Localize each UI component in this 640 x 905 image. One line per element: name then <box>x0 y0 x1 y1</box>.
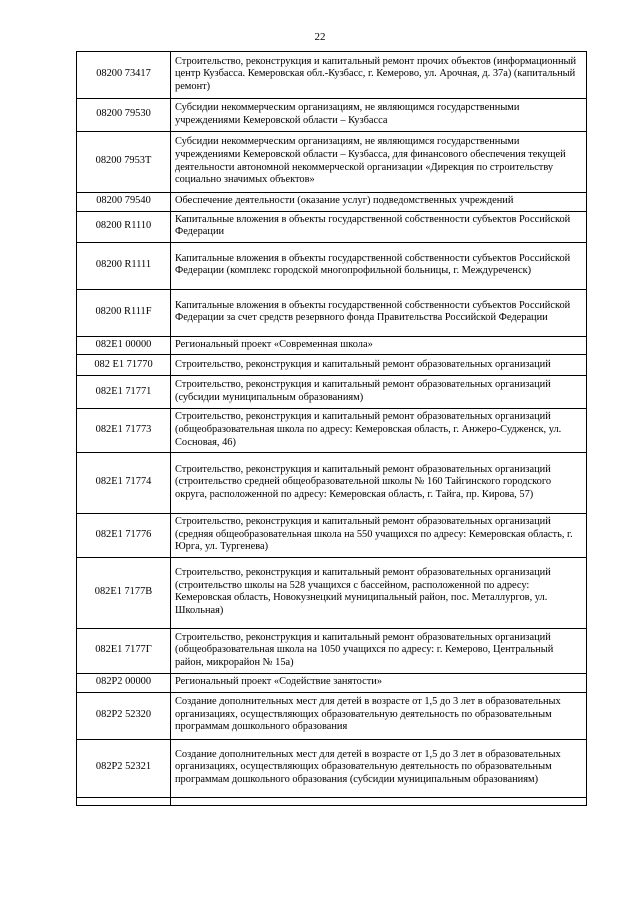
description-cell: Строительство, реконструкция и капитальный ремонт образовательных организаций (общеобразовательная школа по адресу: Кемеровская область, г. Анжеро-Судженск, ул. Сосновая, 46) <box>171 409 587 453</box>
table-row <box>77 628 587 673</box>
budget-code-cell: 08200 R1111 <box>77 242 171 289</box>
table-row <box>77 739 587 797</box>
table-row <box>77 289 587 336</box>
description-cell: Региональный проект «Современная школа» <box>171 336 587 355</box>
description-cell: Субсидии некоммерческим организациям, не являющимся государственными учреждениями Кемеровской области – Кузбасса <box>171 99 587 132</box>
table-row <box>77 376 587 409</box>
description-cell: Региональный проект «Содействие занятости» <box>171 673 587 692</box>
table-row <box>77 673 587 692</box>
budget-code-cell: 082P2 52321 <box>77 739 171 797</box>
budget-code-cell: 082E1 71773 <box>77 409 171 453</box>
table-row <box>77 692 587 739</box>
table-row <box>77 193 587 212</box>
description-cell: Обеспечение деятельности (оказание услуг) подведомственных учреждений <box>171 193 587 212</box>
description-cell: Строительство, реконструкция и капитальный ремонт образовательных организаций (субсидии муниципальным образованиям) <box>171 376 587 409</box>
budget-code-cell: 08200 73417 <box>77 52 171 99</box>
budget-code-cell: 082P2 00000 <box>77 673 171 692</box>
budget-code-cell: 08200 R111F <box>77 289 171 336</box>
description-cell: Создание дополнительных мест для детей в возрасте от 1,5 до 3 лет в образовательных организациях, осуществляющих образовательную деятельность по образовательным программам дошкольного образования (субсидии муниципальным образованиям) <box>171 739 587 797</box>
description-cell: Строительство, реконструкция и капитальный ремонт образовательных организаций (общеобразовательная школа на 1050 учащихся по адресу: г. Кемерово, Центральный район, микрорайон № 15а) <box>171 628 587 673</box>
description-cell: Субсидии некоммерческим организациям, не являющимся государственными учреждениями Кемеровской области – Кузбасса, для финансового обеспечения текущей деятельности автономной некоммерческой организации «Дирекция по строительству социально значимых объектов» <box>171 132 587 193</box>
empty-cell <box>171 797 587 805</box>
table-row <box>77 514 587 558</box>
budget-code-cell: 082E1 71771 <box>77 376 171 409</box>
budget-code-cell: 082P2 52320 <box>77 692 171 739</box>
description-cell: Строительство, реконструкция и капитальный ремонт образовательных организаций (средняя общеобразовательная школа на 550 учащихся по адресу: Кемеровская область, г. Юрга, ул. Тургенева) <box>171 514 587 558</box>
table-row <box>77 409 587 453</box>
budget-code-cell: 08200 79530 <box>77 99 171 132</box>
table-row <box>77 453 587 514</box>
description-cell: Строительство, реконструкция и капитальный ремонт прочих объектов (информационный центр Кузбасса. Кемеровская обл.-Кузбасс, г. Кемерово, ул. Арочная, д. 37а) (капитальный ремонт) <box>171 52 587 99</box>
page-number: 22 <box>314 31 326 43</box>
table-row <box>77 211 587 242</box>
table-row <box>77 132 587 193</box>
budget-code-cell: 082E1 71776 <box>77 514 171 558</box>
description-cell: Строительство, реконструкция и капитальный ремонт образовательных организаций (строительство школы на 528 учащихся с бассейном, расположенной по адресу: Кемеровская область, Новокузнецкий муниципальный район, пос. Металлургов, ул. Школьная) <box>171 557 587 628</box>
table-row <box>77 557 587 628</box>
budget-code-cell: 08200 79540 <box>77 193 171 212</box>
table-row <box>77 242 587 289</box>
budget-code-cell: 082E1 7177В <box>77 557 171 628</box>
description-cell: Строительство, реконструкция и капитальный ремонт образовательных организаций (строительство средней общеобразовательной школы № 160 Тайгинского городского округа, расположенной по адресу: Кемеровская область, г. Тайга, пр. Кирова, 57) <box>171 453 587 514</box>
table-body <box>77 52 587 806</box>
table-bottom-strip <box>77 797 587 805</box>
description-cell: Создание дополнительных мест для детей в возрасте от 1,5 до 3 лет в образовательных организациях, осуществляющих образовательную деятельность по образовательным программам дошкольного образования <box>171 692 587 739</box>
description-cell: Капитальные вложения в объекты государственной собственности субъектов Российской Федерации <box>171 211 587 242</box>
description-cell: Строительство, реконструкция и капитальный ремонт образовательных организаций <box>171 355 587 376</box>
description-cell: Капитальные вложения в объекты государственной собственности субъектов Российской Федерации за счет средств резервного фонда Правительства Российской Федерации <box>171 289 587 336</box>
budget-code-cell: 082 E1 71770 <box>77 355 171 376</box>
budget-code-cell: 08200 R1110 <box>77 211 171 242</box>
budget-code-cell: 08200 7953Т <box>77 132 171 193</box>
table-row <box>77 336 587 355</box>
budget-code-cell: 082E1 7177Г <box>77 628 171 673</box>
table-row <box>77 99 587 132</box>
table-row <box>77 52 587 99</box>
empty-cell <box>77 797 171 805</box>
table-row <box>77 355 587 376</box>
description-cell: Капитальные вложения в объекты государственной собственности субъектов Российской Федерации (комплекс городской многопрофильной больницы, г. Междуреченск) <box>171 242 587 289</box>
budget-code-cell: 082E1 00000 <box>77 336 171 355</box>
budget-codes-table <box>76 51 587 806</box>
budget-code-cell: 082E1 71774 <box>77 453 171 514</box>
